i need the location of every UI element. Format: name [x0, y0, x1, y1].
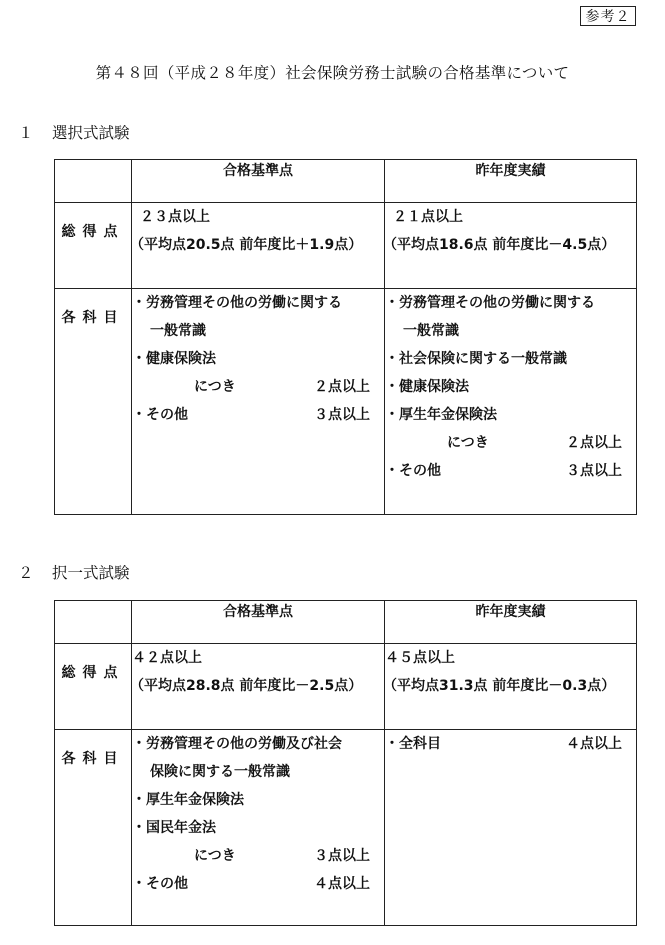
total-score-row	[55, 203, 637, 289]
list-item: ・労務管理その他の労働及び社会	[132, 736, 342, 752]
total-current-cell	[132, 644, 385, 730]
list-item	[132, 373, 384, 401]
header-passing-standard: 合格基準点	[132, 601, 385, 644]
list-item-text: ・その他	[385, 463, 441, 479]
table-header-row	[55, 601, 637, 644]
list-item: ・国民年金法	[132, 820, 216, 836]
list-item-score: ４点以上	[314, 876, 370, 892]
selection-exam-table	[54, 159, 637, 515]
list-item-score: ３点以上	[314, 848, 370, 864]
row-label-subjects: 各科目	[55, 730, 132, 926]
subjects-current-cell	[132, 289, 385, 515]
list-item	[132, 842, 384, 870]
subjects-previous-cell	[385, 289, 637, 515]
header-blank	[55, 601, 132, 644]
total-previous-score: ４５点以上	[385, 650, 455, 666]
list-item-text: ・その他	[132, 876, 188, 892]
row-label-subjects: 各科目	[55, 289, 132, 515]
document-title: 第４８回（平成２８年度）社会保険労務士試験の合格基準について	[95, 64, 570, 82]
list-item-text: につき	[194, 848, 236, 864]
list-item: 一般常識	[150, 323, 206, 339]
header-blank	[55, 160, 132, 203]
list-item-score: ２点以上	[314, 379, 370, 395]
multiple-choice-exam-table	[54, 600, 637, 926]
total-previous-average: （平均点31.3点 前年度比－0.3点）	[383, 678, 616, 694]
section-1-number: １	[18, 124, 34, 142]
table-header-row	[55, 160, 637, 203]
total-score-row	[55, 644, 637, 730]
total-previous-cell	[385, 203, 637, 289]
total-previous-score: ２１点以上	[393, 209, 463, 225]
section-2-heading	[18, 561, 130, 583]
header-last-year: 昨年度実績	[385, 160, 637, 203]
list-item	[132, 401, 384, 429]
list-item: ・厚生年金保険法	[385, 407, 497, 423]
section-2-number: ２	[18, 564, 34, 582]
list-item: ・労務管理その他の労働に関する	[132, 295, 342, 311]
section-1-title: 選択式試験	[52, 124, 130, 142]
list-item: ・健康保険法	[132, 351, 216, 367]
section-1-heading	[18, 121, 130, 143]
list-item: ・社会保険に関する一般常識	[385, 351, 567, 367]
total-previous-average: （平均点18.6点 前年度比－4.5点）	[383, 237, 616, 253]
total-current-average: （平均点20.5点 前年度比＋1.9点）	[130, 237, 363, 253]
reference-label: 参考２	[580, 6, 636, 26]
list-item: 一般常識	[403, 323, 459, 339]
list-item-score: ３点以上	[314, 407, 370, 423]
list-item-text: ・その他	[132, 407, 188, 423]
total-current-average: （平均点28.8点 前年度比－2.5点）	[130, 678, 363, 694]
header-passing-standard: 合格基準点	[132, 160, 385, 203]
list-item	[132, 870, 384, 898]
list-item: ・健康保険法	[385, 379, 469, 395]
list-item-text: につき	[194, 379, 236, 395]
list-item	[385, 730, 636, 758]
list-item	[385, 457, 636, 485]
list-item-score: ３点以上	[566, 463, 622, 479]
header-last-year: 昨年度実績	[385, 601, 637, 644]
list-item: 保険に関する一般常識	[150, 764, 290, 780]
list-item	[385, 429, 636, 457]
subjects-current-cell	[132, 730, 385, 926]
list-item-text: につき	[447, 435, 489, 451]
total-current-score: ２３点以上	[140, 209, 210, 225]
total-previous-cell	[385, 644, 637, 730]
row-label-total: 総得点	[55, 644, 132, 730]
subjects-row	[55, 289, 637, 515]
total-current-cell	[132, 203, 385, 289]
list-item: ・労務管理その他の労働に関する	[385, 295, 595, 311]
row-label-total: 総得点	[55, 203, 132, 289]
list-item-score: ４点以上	[566, 736, 622, 752]
list-item-score: ２点以上	[566, 435, 622, 451]
list-item: ・厚生年金保険法	[132, 792, 244, 808]
subjects-previous-cell	[385, 730, 637, 926]
subjects-row	[55, 730, 637, 926]
section-2-title: 択一式試験	[52, 564, 130, 582]
list-item-text: ・全科目	[385, 736, 441, 752]
total-current-score: ４２点以上	[132, 650, 202, 666]
